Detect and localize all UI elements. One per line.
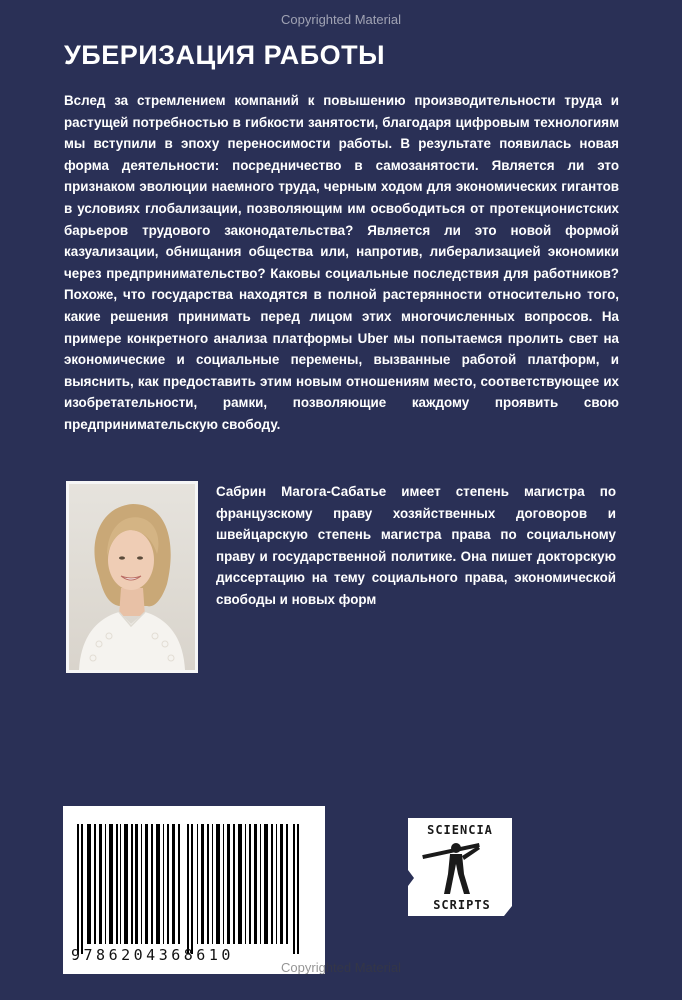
logo-text-top: SCIENCIA bbox=[427, 823, 493, 837]
watermark-top: Copyrighted Material bbox=[281, 12, 401, 27]
watermark-bottom: Copyrighted Material bbox=[281, 960, 401, 975]
author-bio: Сабрин Магога-Сабатье имеет степень магистра по французскому праву хозяйственных договоров и швейцарскую степень магистра права по социальному праву и государственной политике. Она пишет докторскую диссертацию на тему социального права, экономической свободы и новых форм bbox=[216, 484, 616, 607]
isbn-barcode bbox=[63, 806, 325, 974]
author-photo bbox=[66, 481, 198, 673]
book-title: УБЕРИЗАЦИЯ РАБОТЫ bbox=[64, 40, 386, 70]
logo-text-bottom: SCRIPTS bbox=[433, 898, 491, 912]
book-description: Вслед за стремлением компаний к повышению производительности труда и растущей потребностью в гибкости занятости, благодаря цифровым технологиям мы вступили в эпоху переносимости работы. В результате появилась новая форма деятельности: посредничество в самозанятости. Является ли это признаком эволюции наемного труда, черным ходом для экономических гигантов в условиях глобализации, позволяющим им освободиться от протекционистских барьеров трудового законодательства? Является ли это новой формой казуализации, обнищания общества или, напротив, либерализацией экономики через предпринимательство? Каковы социальные последствия для работников? Похоже, что государства находятся в полной растерянности относительно того, какие решения принимать перед лицом этих многочисленных вопросов. На примере конкретного анализа платформы Uber мы попытаемся пролить свет на экономические и социальные перемены, вызванные работой платформ, и выяснить, как предоставить этим новым отношениям место, соответствующее их изобретательности, рамки, позволяющие каждому проявить свою предпринимательскую свободу. bbox=[64, 93, 619, 432]
isbn-number: 9786204368610 bbox=[71, 946, 234, 964]
publisher-logo bbox=[404, 816, 516, 918]
